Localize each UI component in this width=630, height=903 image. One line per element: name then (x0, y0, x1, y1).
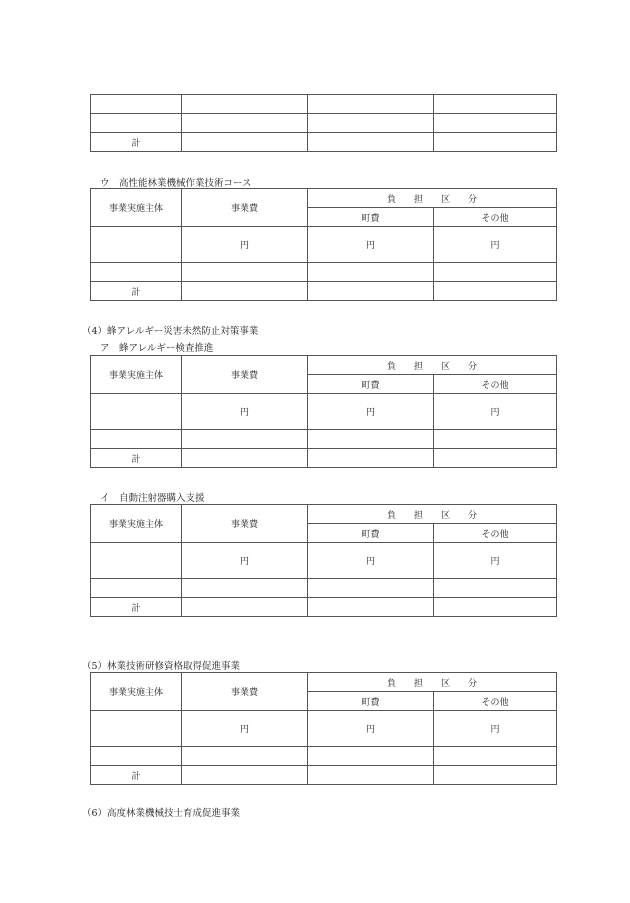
table-section-4a (90, 355, 557, 468)
table-cell (308, 263, 434, 282)
table-cell (308, 579, 434, 598)
header-entity: 事業実施主体 (91, 673, 182, 711)
table-cell (308, 747, 434, 766)
table-cell (434, 133, 557, 152)
section-u-title: ウ 高性能林業機械作業技術コース (100, 178, 252, 189)
table-cell (91, 95, 182, 114)
table-row (91, 711, 557, 747)
header-burden: 負 担 区 分 (308, 505, 557, 524)
table-cell (91, 394, 182, 430)
table-cell (182, 95, 308, 114)
header-entity: 事業実施主体 (91, 505, 182, 543)
header-cost: 事業費 (182, 189, 308, 227)
total-row (91, 449, 557, 468)
header-row (91, 356, 557, 375)
section-4-title: （4）蜂アレルギー災害未然防止対策事業 (82, 326, 259, 337)
yen-unit: 円 (308, 394, 434, 430)
yen-unit: 円 (434, 394, 557, 430)
header-other: その他 (434, 524, 557, 543)
table-cell (182, 263, 308, 282)
table-cell (308, 598, 434, 617)
table-cell (91, 227, 182, 263)
table-cell (182, 449, 308, 468)
table-cell (182, 133, 308, 152)
table-row (91, 579, 557, 598)
total-label: 計 (91, 449, 182, 468)
table-cell (182, 766, 308, 785)
total-label: 計 (91, 133, 182, 152)
table-cell (434, 95, 557, 114)
table-cell (91, 430, 182, 449)
table-row (91, 263, 557, 282)
header-town: 町費 (308, 692, 434, 711)
table-row (91, 227, 557, 263)
yen-unit: 円 (182, 711, 308, 747)
table-cell (308, 282, 434, 301)
table-cell (434, 747, 557, 766)
table-cell (91, 747, 182, 766)
header-row (91, 673, 557, 692)
header-other: その他 (434, 208, 557, 227)
table-cell (308, 430, 434, 449)
table-cell (308, 133, 434, 152)
table-row (91, 394, 557, 430)
table-section-u (90, 188, 557, 301)
header-cost: 事業費 (182, 505, 308, 543)
header-town: 町費 (308, 524, 434, 543)
table-cell (91, 114, 182, 133)
table-cell (434, 598, 557, 617)
table-cell (182, 747, 308, 766)
table-row (91, 95, 557, 114)
table-cell (91, 711, 182, 747)
table-row (91, 747, 557, 766)
header-town: 町費 (308, 375, 434, 394)
header-town: 町費 (308, 208, 434, 227)
table-cell (434, 579, 557, 598)
yen-unit: 円 (308, 711, 434, 747)
header-burden: 負 担 区 分 (308, 189, 557, 208)
section-4i-title: イ 自動注射器購入支援 (100, 493, 205, 504)
yen-unit: 円 (182, 543, 308, 579)
table-row (91, 543, 557, 579)
yen-unit: 円 (182, 394, 308, 430)
yen-unit: 円 (308, 543, 434, 579)
table-cell (91, 263, 182, 282)
header-cost: 事業費 (182, 673, 308, 711)
table-row (91, 114, 557, 133)
section-6-title: （6）高度林業機械技士育成促進事業 (82, 808, 241, 819)
table-cell (434, 766, 557, 785)
table-cell (182, 579, 308, 598)
table-cell (91, 543, 182, 579)
table-cell (434, 282, 557, 301)
table-cell (434, 263, 557, 282)
table-cell (434, 114, 557, 133)
header-entity: 事業実施主体 (91, 189, 182, 227)
table-cell (308, 766, 434, 785)
table-cell (91, 579, 182, 598)
header-burden: 負 担 区 分 (308, 356, 557, 375)
total-label: 計 (91, 282, 182, 301)
total-row (91, 133, 557, 152)
yen-unit: 円 (434, 227, 557, 263)
total-row (91, 282, 557, 301)
table-cell (434, 449, 557, 468)
table-cell (308, 95, 434, 114)
table-continued (90, 94, 557, 152)
table-cell (308, 114, 434, 133)
yen-unit: 円 (308, 227, 434, 263)
table-cell (182, 598, 308, 617)
section-4a-title: ア 蜂アレルギー検査推進 (100, 343, 214, 354)
table-cell (182, 282, 308, 301)
header-other: その他 (434, 692, 557, 711)
header-entity: 事業実施主体 (91, 356, 182, 394)
section-5-title: （5）林業技術研修資格取得促進事業 (82, 661, 241, 672)
header-cost: 事業費 (182, 356, 308, 394)
yen-unit: 円 (182, 227, 308, 263)
table-section-4i (90, 504, 557, 617)
header-burden: 負 担 区 分 (308, 673, 557, 692)
table-row (91, 430, 557, 449)
total-label: 計 (91, 598, 182, 617)
header-other: その他 (434, 375, 557, 394)
table-cell (182, 114, 308, 133)
table-section-5 (90, 672, 557, 785)
yen-unit: 円 (434, 543, 557, 579)
yen-unit: 円 (434, 711, 557, 747)
total-row (91, 598, 557, 617)
table-cell (434, 430, 557, 449)
total-row (91, 766, 557, 785)
header-row (91, 505, 557, 524)
table-cell (182, 430, 308, 449)
table-cell (308, 449, 434, 468)
header-row (91, 189, 557, 208)
total-label: 計 (91, 766, 182, 785)
